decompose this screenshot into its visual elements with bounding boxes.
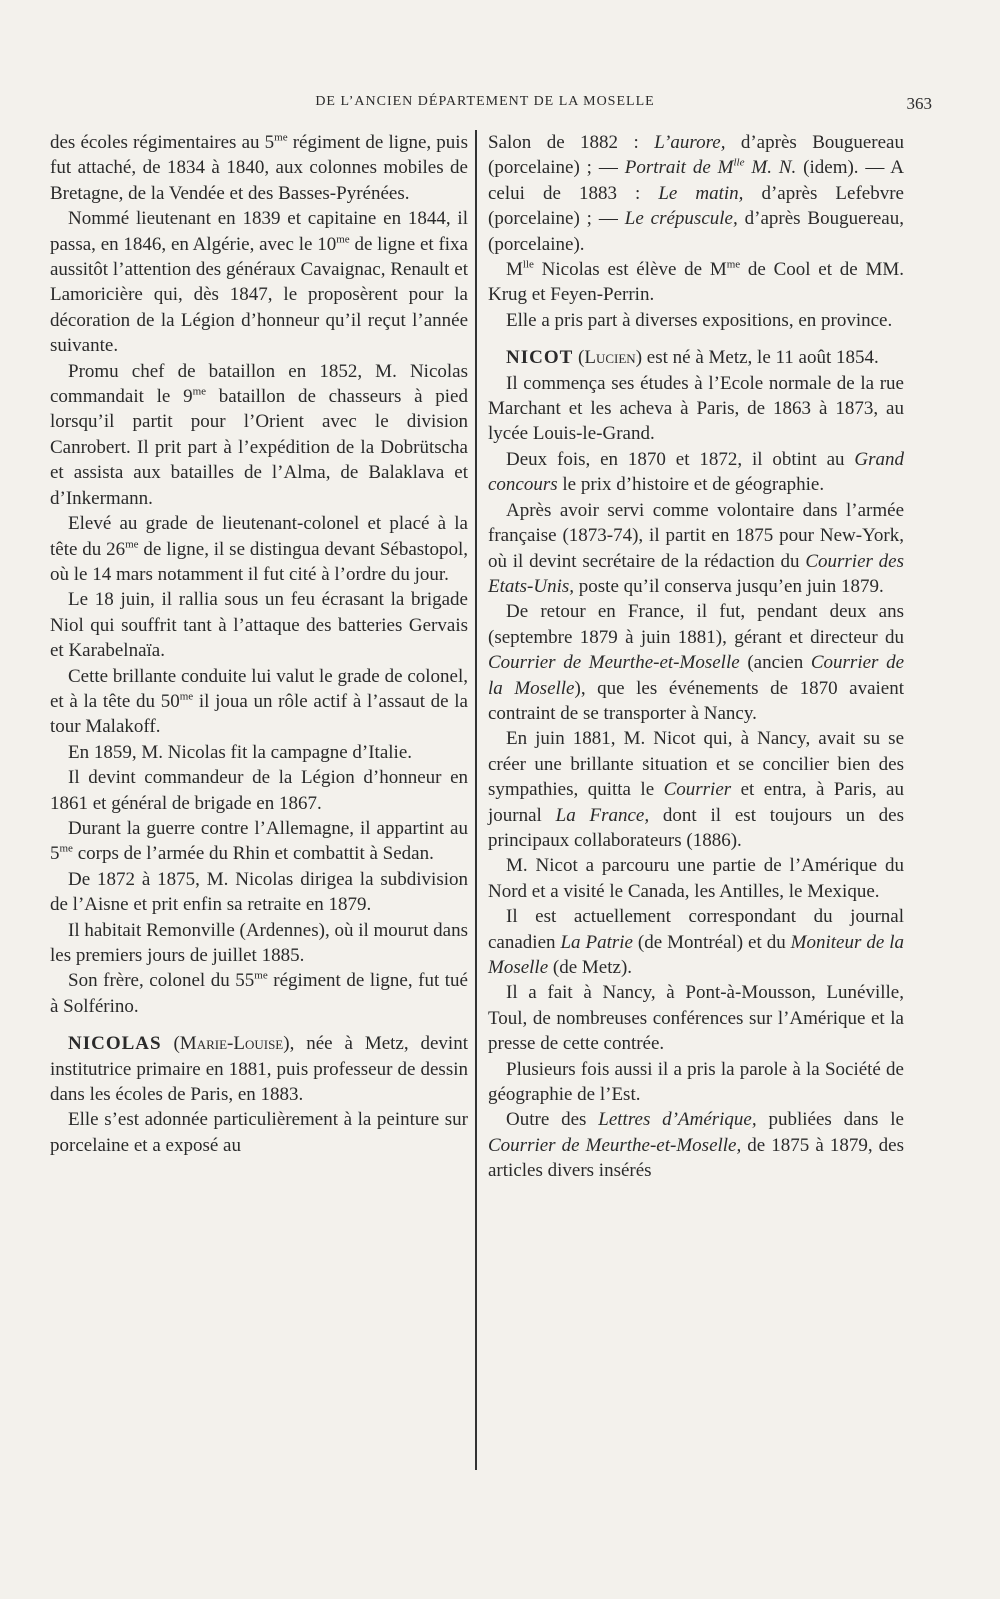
italic-title: Moniteur de la Moselle [488, 931, 904, 978]
text-run: poste qu’il conserva jusqu’en juin 1879. [574, 575, 884, 597]
italic-title: Courrier de la Moselle [488, 652, 904, 699]
running-title: DE L’ANCIEN DÉPARTEMENT DE LA MOSELLE [315, 94, 655, 109]
paragraph [488, 904, 904, 980]
text-run: publiées dans le [756, 1109, 904, 1131]
paragraph [488, 130, 904, 257]
spacer [50, 1019, 468, 1031]
text-run: Salon de 1882 : [488, 132, 655, 153]
italic-title: Courrier [663, 779, 732, 801]
text-run: de 1875 à 1879, des articles divers insérés [488, 1134, 904, 1182]
paragraph: Plusieurs fois aussi il a pris la parole à la Société de géographie de l’Est. [488, 1058, 904, 1106]
text-run: (de Montréal) et du [632, 931, 791, 953]
text-run: En juin 1881, M. Nicot qui, à Nancy, avait su se créer une brillante situation et se concilier bien des sympathies, quitta le [488, 728, 904, 801]
text-run: d’après Bouguereau, (porcelaine). [488, 208, 904, 255]
text-run: De retour en France, il fut, pendant deux ans (septembre 1879 à juin 1881), gérant et directeur du [488, 601, 904, 648]
paragraph: Il habitait Remonville (Ardennes), où il mourut dans les premiers jours de juillet 1885. [50, 919, 468, 966]
italic-title: La France, [555, 804, 650, 826]
paragraph: Il a fait à Nancy, à Pont-à-Mousson, Lunéville, Toul, de nombreuses conférences sur l’Amérique et la presse de cette contrée. [488, 982, 904, 1055]
paragraph [488, 498, 904, 600]
paragraph [488, 726, 904, 853]
text-run: Deux fois, en 1870 et 1872, il obtint au [506, 448, 855, 470]
entry-given-name: (Lucien) [578, 347, 643, 369]
italic-title: Courrier de Meurthe-et-Moselle, [488, 1134, 742, 1156]
italic-title: Courrier des Etats-Unis, [488, 550, 904, 597]
italic-title: Le crépuscule, [624, 208, 738, 230]
paragraph: $M^{lle}$ Nicolas est élève de $M^{me}$ de Cool et de MM. Krug et Feyen-Perrin. [488, 258, 904, 306]
entry-nicolas [50, 1031, 468, 1107]
text-run: ), que les événements de 1870 avaient contraint de se transporter à Nancy. [488, 677, 904, 724]
paragraph [488, 599, 904, 726]
paragraph: En 1859, M. Nicolas fit la campagne d’Italie. [68, 741, 413, 763]
text-run: et entra, à Paris, au journal [488, 779, 904, 826]
paragraph: De 1872 à 1875, M. Nicolas dirigea la subdivision de l’Aisne et prit enfin sa retraite en 1879. [50, 868, 468, 916]
left-column [50, 130, 468, 1158]
italic-title: Courrier de Meurthe-et-Moselle [488, 652, 740, 674]
paragraph: Le 18 juin, il rallia sous un feu écrasant la brigade Niol qui souffrit tant à l’attaque des batteries Gervais et Karabelnaïa. [50, 589, 468, 662]
paragraph: Nommé lieutenant en 1839 et capitaine en 1844, il passa, en 1846, en Algérie, avec le $10^{me}$ de ligne et fixa aussitôt l’attention des généraux Cavaignac, Renault et Lamoricière qui, dès 1847, le proposèrent pour la décoration de la Légion d’honneur qu’il reçut l’année suivante. [50, 208, 468, 357]
paragraph: Durant la guerre contre l’Allemagne, il appartint au $5^{me}$ corps de l’armée du Rhin et combattit à Sedan. [50, 817, 468, 865]
paragraph: Il commença ses études à l’Ecole normale de la rue Marchant et les acheva à Paris, de 1863 à 1873, au lycée Louis-le-Grand. [488, 372, 904, 445]
entry-nicot [488, 345, 904, 370]
entry-name: NICOLAS [68, 1033, 162, 1055]
text-run: (de Metz). [548, 957, 633, 978]
text-run: Il est actuellement correspondant du journal canadien [488, 906, 904, 953]
text-run: dont il est toujours un des principaux collaborateurs (1886). [488, 804, 904, 851]
spacer [488, 333, 904, 345]
paragraph: des écoles régimentaires au $5^{me}$ régiment de ligne, puis fut attaché, de 1834 à 1840, aux colonnes mobiles de Bretagne, de la Vendée et des Basses-Pyrénées. [50, 131, 468, 204]
paragraph: Elle s’est adonnée particulièrement à la peinture sur porcelaine et a exposé au [50, 1109, 468, 1156]
text-run: (ancien [739, 652, 811, 674]
page-number: 363 [906, 94, 932, 113]
paragraph: Cette brillante conduite lui valut le grade de colonel, et à la tête du $50^{me}$ il joua un rôle actif à l’assaut de la tour Malakoff. [50, 665, 468, 738]
paragraph: Promu chef de bataillon en 1852, M. Nicolas commandait le $9^{me}$ bataillon de chasseurs à pied lorsqu’il partit pour l’Orient avec le division Canrobert. Il prit part à l’expédition de la Dobrütscha et assista aux batailles de l’Alma, de Balaklava et d’Inkermann. [50, 360, 468, 509]
entry-text: , née à Metz, devint institutrice primaire en 1881, puis professeur de dessin dans les écoles de Paris, en 1883. [50, 1033, 468, 1106]
column-divider [475, 130, 477, 1470]
italic-title: Le matin, [658, 182, 744, 204]
italic-title: Portrait de $M^{lle}$ M. N. [624, 157, 797, 179]
text-run: d’après Bouguereau (porcelaine) ; — [488, 132, 904, 179]
text-run: (idem). — A celui de 1883 : [488, 157, 904, 204]
paragraph [488, 1107, 904, 1183]
text-run: Après avoir servi comme volontaire dans l’armée française (1873-74), il partit en 1875 pour New-York, où il devint secrétaire de la rédaction du [488, 499, 904, 572]
paragraph: Il devint commandeur de la Légion d’honneur en 1861 et général de brigade en 1867. [50, 767, 468, 814]
text-run: le prix d’histoire et de géographie. [557, 474, 825, 496]
right-column [488, 130, 904, 1184]
italic-title: La Patrie [560, 931, 633, 953]
paragraph: Elevé au grade de lieutenant-colonel et placé à la tête du $26^{me}$ de ligne, il se distingua devant Sébastopol, où le 14 mars notamment il fut cité à l’ordre du jour. [50, 513, 468, 585]
italic-title: Grand concours [488, 448, 904, 496]
paragraph: Son frère, colonel du $55^{me}$ régiment de ligne, fut tué à Solférino. [50, 970, 468, 1017]
text-run: Outre des [506, 1109, 599, 1131]
entry-name: NICOT [506, 347, 574, 369]
entry-given-name: (Marie-Louise) [173, 1033, 290, 1055]
paragraph: Elle a pris part à diverses expositions, en province. [506, 309, 893, 331]
paragraph: M. Nicot a parcouru une partie de l’Amérique du Nord et a visité le Canada, les Antilles, le Mexique. [488, 855, 904, 902]
italic-title: L’aurore, [654, 132, 726, 153]
entry-text: est né à Metz, le 11 août 1854. [642, 347, 879, 369]
page-header [50, 94, 932, 116]
italic-title: Lettres d’Amérique, [598, 1109, 757, 1131]
paragraph [488, 447, 904, 498]
text-run: d’après Lefebvre (porcelaine) ; — [488, 182, 904, 230]
